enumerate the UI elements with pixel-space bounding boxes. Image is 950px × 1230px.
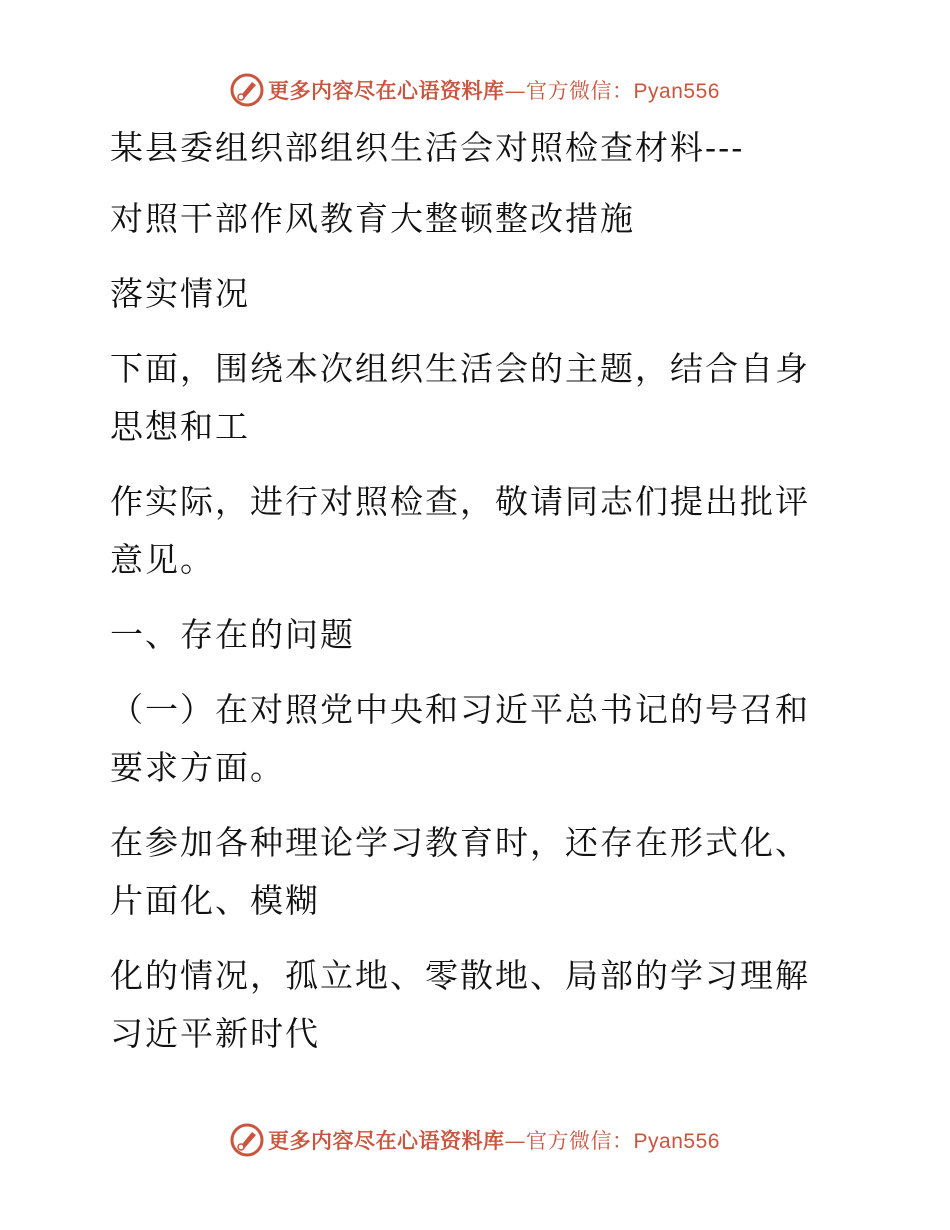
banner-text — [268, 1125, 720, 1155]
paragraph-intro-1: 下面，围绕本次组织生活会的主题，结合自身思想和工 — [110, 349, 810, 446]
paragraph-study-1: 在参加各种理论学习教育时，还存在形式化、片面化、模糊 — [110, 823, 810, 920]
header-watermark-banner — [0, 70, 950, 110]
banner-wechat-id: Pyan556 — [633, 1130, 720, 1153]
doc-title-line-3: 落实情况 — [110, 274, 250, 313]
quill-logo-icon — [230, 73, 264, 107]
paragraph-intro-2: 作实际，进行对照检查，敬请同志们提出批评意见。 — [110, 482, 810, 579]
banner-dash: — — [504, 1129, 527, 1153]
banner-brand: 更多内容尽在心语资料库 — [268, 78, 505, 103]
banner-text — [268, 75, 720, 105]
banner-dash: — — [504, 79, 527, 103]
doc-title-line-1: 某县委组织部组织生活会对照检查材料--- — [110, 128, 745, 167]
subsection-heading-1: （一）在对照党中央和习近平总书记的号召和要求方面。 — [110, 690, 810, 787]
banner-wechat-label: 官方微信： — [526, 79, 634, 103]
banner-wechat-label: 官方微信： — [526, 1129, 634, 1153]
footer-watermark-banner — [0, 1120, 950, 1160]
banner-wechat-id: Pyan556 — [633, 80, 720, 103]
quill-logo-icon — [230, 1123, 264, 1157]
document-body — [98, 118, 838, 1080]
doc-title-line-2: 对照干部作风教育大整顿整改措施 — [110, 199, 635, 238]
section-heading-problems: 一、存在的问题 — [110, 615, 355, 654]
banner-brand: 更多内容尽在心语资料库 — [268, 1128, 505, 1153]
paragraph-study-2: 化的情况，孤立地、零散地、局部的学习理解习近平新时代 — [110, 956, 810, 1053]
